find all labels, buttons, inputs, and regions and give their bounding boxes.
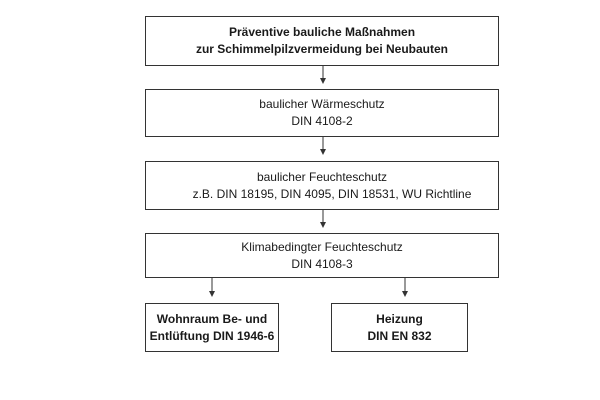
node-heizung [331, 303, 468, 352]
node-heizung-line-1: Heizung [376, 311, 423, 326]
node-lueftung-line-1: Wohnraum Be- und [156, 311, 268, 326]
node-waermeschutz [145, 89, 499, 137]
node-feuchteschutz-line-1: baulicher Feuchteschutz [256, 169, 388, 184]
node-klima-line-1: Klimabedingter Feuchteschutz [241, 239, 403, 254]
node-klima [145, 233, 499, 278]
node-lueftung [145, 303, 279, 352]
node-root-line-1: Präventive bauliche Maßnahmen [228, 25, 416, 39]
node-waermeschutz-line-2: DIN 4108-2 [291, 114, 353, 128]
node-feuchteschutz [145, 161, 499, 210]
node-root [145, 16, 499, 66]
node-klima-line-2: DIN 4108-3 [291, 256, 353, 271]
node-feuchteschutz-line-2: z.B. DIN 18195, DIN 4095, DIN 18531, WU Richtline [192, 186, 472, 201]
node-lueftung-line-2: Entlüftung DIN 1946-6 [149, 328, 275, 343]
node-heizung-line-2: DIN EN 832 [367, 328, 432, 343]
node-waermeschutz-line-1: baulicher Wärmeschutz [259, 97, 385, 111]
node-root-line-2: zur Schimmelpilzvermeidung bei Neubauten [195, 42, 449, 56]
